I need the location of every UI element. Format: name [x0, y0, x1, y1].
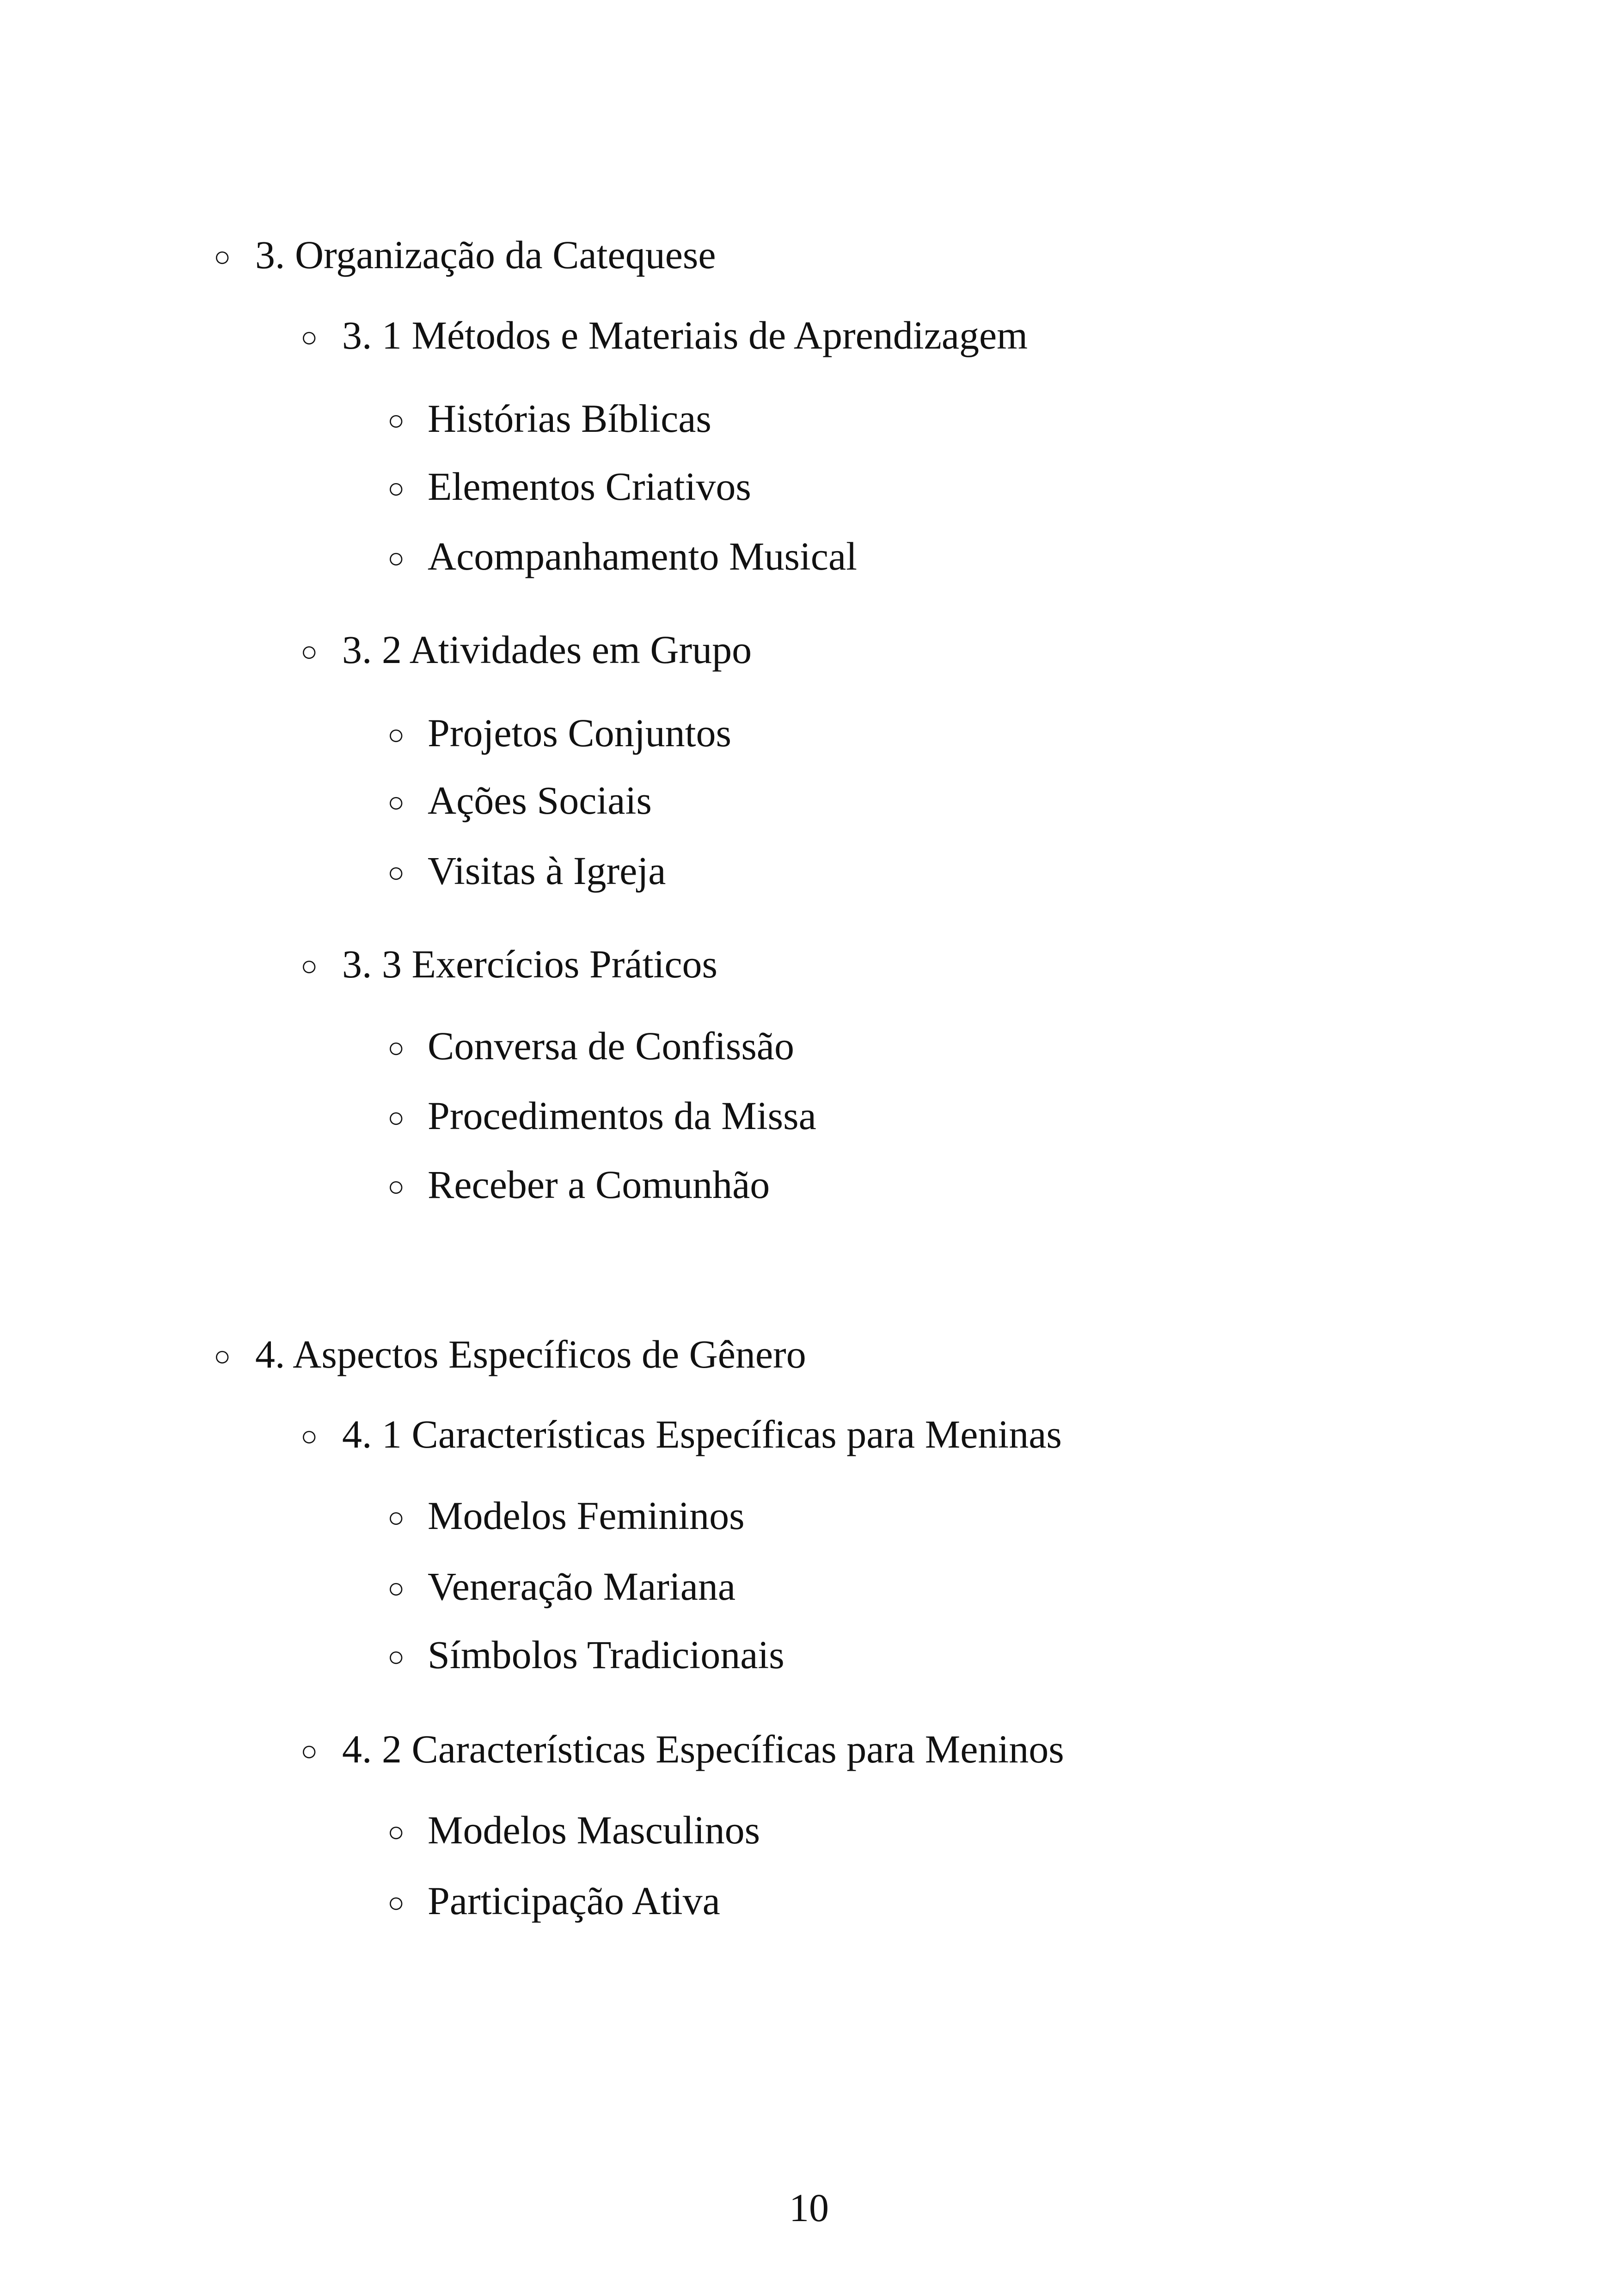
- list-item: Conversa de Confissão: [428, 1024, 794, 1068]
- section-title: 3. Organização da Catequese: [255, 233, 716, 277]
- subsection-title: 4. 1 Características Específicas para Meninas: [342, 1412, 1062, 1456]
- bullet-circle-icon: ○: [387, 543, 405, 574]
- subsection-title: 3. 2 Atividades em Grupo: [342, 627, 752, 672]
- bullet-circle-icon: ○: [300, 636, 318, 668]
- section-title: 4. Aspectos Específicos de Gênero: [255, 1332, 806, 1376]
- subsection-title: 4. 2 Características Específicas para Meninos: [342, 1727, 1064, 1771]
- bullet-circle-icon: ○: [387, 1573, 405, 1604]
- list-item: Participação Ativa: [428, 1879, 720, 1923]
- list-item: Receber a Comunhão: [428, 1162, 770, 1207]
- list-item: Elementos Criativos: [428, 464, 751, 509]
- list-item: Modelos Femininos: [428, 1493, 745, 1538]
- bullet-circle-icon: ○: [300, 1736, 318, 1767]
- bullet-circle-icon: ○: [387, 857, 405, 889]
- list-item: Histórias Bíblicas: [428, 396, 711, 441]
- bullet-circle-icon: ○: [300, 1421, 318, 1452]
- bullet-circle-icon: ○: [387, 1817, 405, 1848]
- bullet-circle-icon: ○: [214, 1341, 231, 1372]
- bullet-circle-icon: ○: [387, 473, 405, 504]
- list-item: Ações Sociais: [428, 778, 652, 823]
- list-item: Veneração Mariana: [428, 1564, 736, 1608]
- bullet-circle-icon: ○: [387, 1641, 405, 1673]
- bullet-circle-icon: ○: [387, 1887, 405, 1919]
- list-item: Projetos Conjuntos: [428, 711, 732, 755]
- bullet-circle-icon: ○: [387, 1032, 405, 1064]
- bullet-circle-icon: ○: [300, 322, 318, 353]
- bullet-circle-icon: ○: [387, 1102, 405, 1134]
- list-item: Procedimentos da Missa: [428, 1093, 816, 1138]
- bullet-circle-icon: ○: [300, 951, 318, 982]
- list-item: Modelos Masculinos: [428, 1808, 760, 1852]
- list-item: Símbolos Tradicionais: [428, 1633, 784, 1677]
- bullet-circle-icon: ○: [387, 1171, 405, 1203]
- bullet-circle-icon: ○: [387, 1502, 405, 1534]
- bullet-circle-icon: ○: [387, 787, 405, 818]
- bullet-circle-icon: ○: [387, 719, 405, 751]
- subsection-title: 3. 3 Exercícios Práticos: [342, 942, 718, 986]
- bullet-circle-icon: ○: [387, 405, 405, 436]
- bullet-circle-icon: ○: [214, 241, 231, 273]
- subsection-title: 3. 1 Métodos e Materiais de Aprendizagem: [342, 313, 1028, 357]
- list-item: Visitas à Igreja: [428, 848, 666, 893]
- list-item: Acompanhamento Musical: [428, 534, 858, 578]
- page-number: 10: [789, 2185, 829, 2230]
